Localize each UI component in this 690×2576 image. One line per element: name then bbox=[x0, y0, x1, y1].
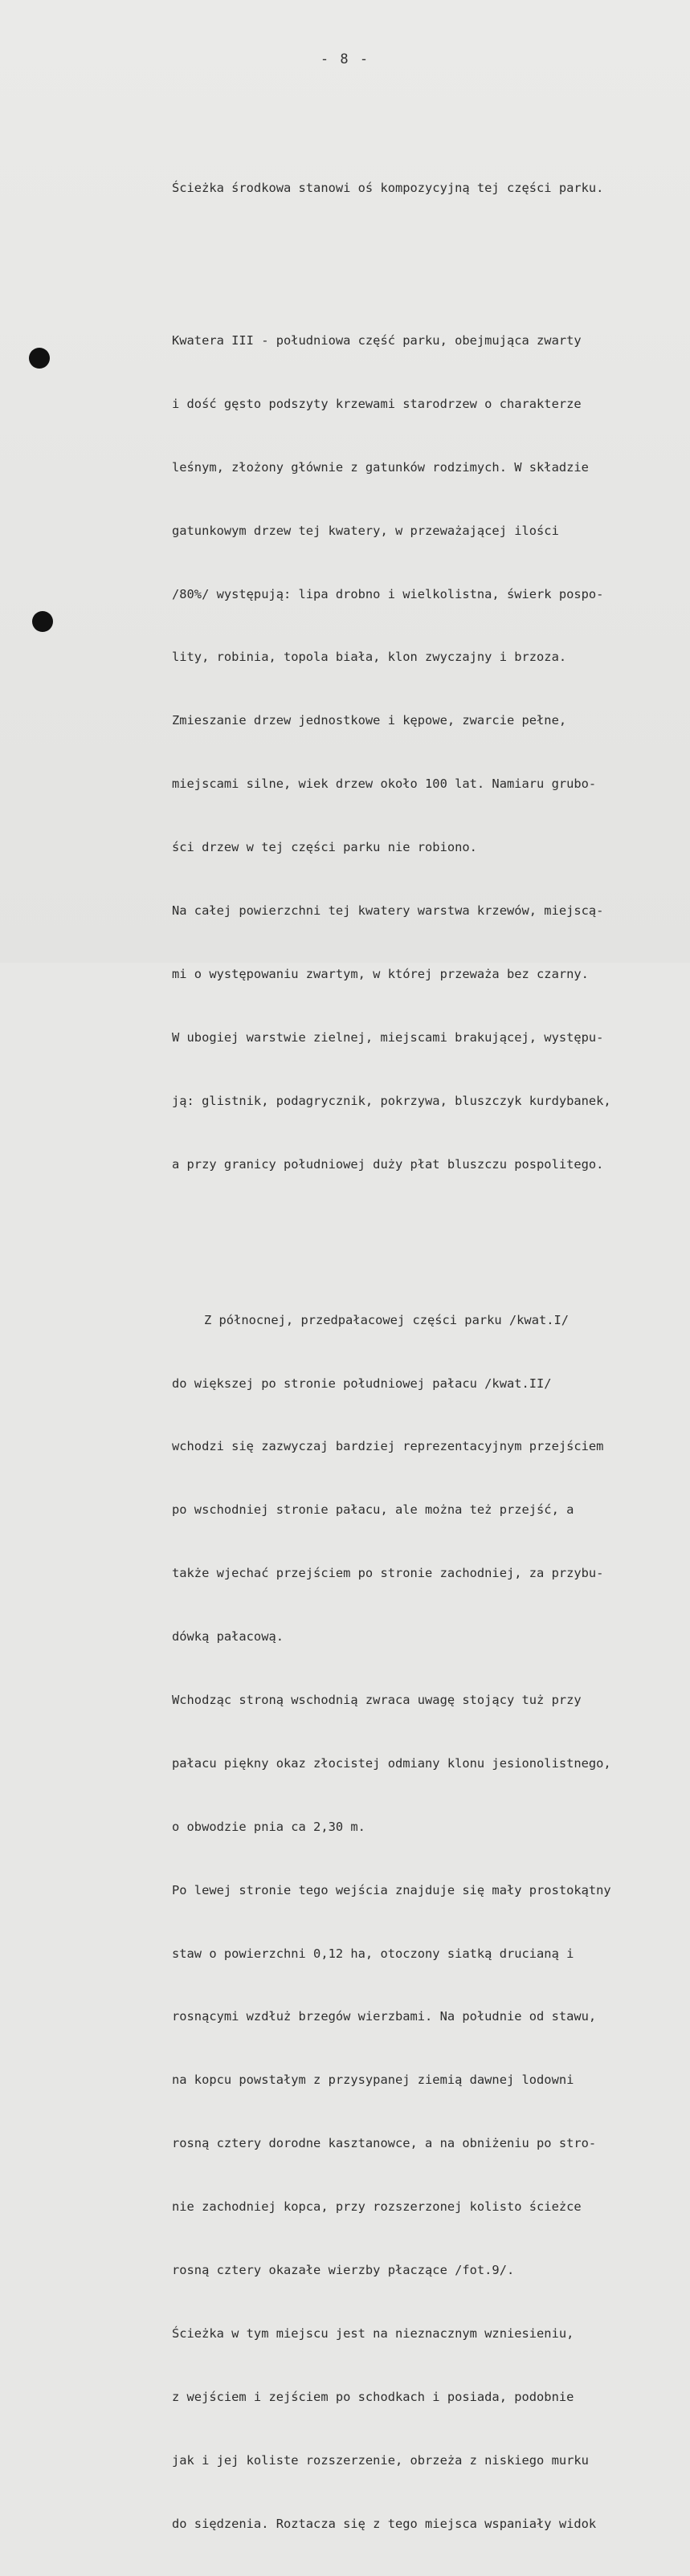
text-line: lity, robinia, topola biała, klon zwyczajny i brzoza. bbox=[172, 650, 567, 665]
text-line: Ścieżka środkowa stanowi oś kompozycyjną tej części parku. bbox=[172, 180, 604, 195]
text-line: Kwatera III - południowa część parku, obejmująca zwarty bbox=[172, 332, 582, 348]
text-line: dówką pałacową. bbox=[172, 1629, 284, 1645]
text-line: /80%/ występują: lipa drobno i wielkolistna, świerk pospo- bbox=[172, 586, 604, 601]
text-line: miejscami silne, wiek drzew około 100 lat. Namiaru grubo- bbox=[172, 776, 597, 792]
punch-hole-bottom bbox=[32, 611, 53, 632]
text-line: Zmieszanie drzew jednostkowe i kępowe, zwarcie pełne, bbox=[172, 713, 567, 728]
text-line: rosną cztery dorodne kasztanowce, a na obniżeniu po stro- bbox=[172, 2136, 597, 2151]
text-line: na kopcu powstałym z przysypanej ziemią dawnej lodowni bbox=[172, 2073, 574, 2088]
text-line: także wjechać przejściem po stronie zachodniej, za przybu- bbox=[172, 1566, 604, 1581]
page-number: - 8 - bbox=[320, 51, 370, 67]
text-line: a przy granicy południowej duży płat bluszczu pospolitego. bbox=[172, 1156, 604, 1172]
text-line: ją: glistnik, podagrycznik, pokrzywa, bluszczyk kurdybanek, bbox=[172, 1093, 611, 1108]
text-line: nie zachodniej kopca, przy rozszerzonej kolisto ścieżce bbox=[172, 2199, 582, 2215]
text-line: Wchodząc stroną wschodnią zwraca uwagę stojący tuż przy bbox=[172, 1692, 582, 1707]
text-line: leśnym, złożony głównie z gatunków rodzimych. W składzie bbox=[172, 459, 589, 475]
text-line: do większej po stronie południowej pałacu /kwat.II/ bbox=[172, 1376, 552, 1391]
text-line: rosnącymi wzdłuż brzegów wierzbami. Na południe od stawu, bbox=[172, 2009, 597, 2024]
text-line: z wejściem i zejściem po schodkach i posiada, podobnie bbox=[172, 2389, 574, 2404]
text-line: gatunkowym drzew tej kwatery, w przeważającej ilości bbox=[172, 523, 559, 538]
text-line: po wschodniej stronie pałacu, ale można też przejść, a bbox=[172, 1502, 574, 1518]
body-text bbox=[172, 114, 678, 2576]
text-line: wchodzi się zazwyczaj bardziej reprezentacyjnym przejściem bbox=[172, 1439, 604, 1454]
text-line: jak i jej koliste rozszerzenie, obrzeża z niskiego murku bbox=[172, 2452, 589, 2468]
text-line: Na całej powierzchni tej kwatery warstwa krzewów, miejscą- bbox=[172, 903, 604, 918]
text-line: Po lewej stronie tego wejścia znajduje się mały prostokątny bbox=[172, 1882, 611, 1897]
punch-hole-top bbox=[29, 348, 50, 369]
text-line: i dość gęsto podszyty krzewami starodrzew o charakterze bbox=[172, 396, 582, 411]
text-line: Ścieżka w tym miejscu jest na nieznacznym wzniesieniu, bbox=[172, 2325, 574, 2341]
text-line: pałacu piękny okaz złocistej odmiany klonu jesionolistnego, bbox=[172, 1755, 611, 1771]
text-line: do siędzenia. Roztacza się z tego miejsca wspaniały widok bbox=[172, 2516, 597, 2531]
text-line: o obwodzie pnia ca 2,30 m. bbox=[172, 1819, 365, 1834]
text-line: Z północnej, przedpałacowej części parku /kwat.I/ bbox=[204, 1312, 570, 1327]
text-line: rosną cztery okazałe wierzby płaczące /fot.9/. bbox=[172, 2262, 515, 2277]
text-line: staw o powierzchni 0,12 ha, otoczony siatką drucianą i bbox=[172, 1946, 574, 1961]
text-line: ści drzew w tej części parku nie robiono. bbox=[172, 840, 477, 855]
text-line: mi o występowaniu zwartym, w której przeważa bez czarny. bbox=[172, 966, 589, 981]
text-line: W ubogiej warstwie zielnej, miejscami brakującej, występu- bbox=[172, 1029, 604, 1045]
